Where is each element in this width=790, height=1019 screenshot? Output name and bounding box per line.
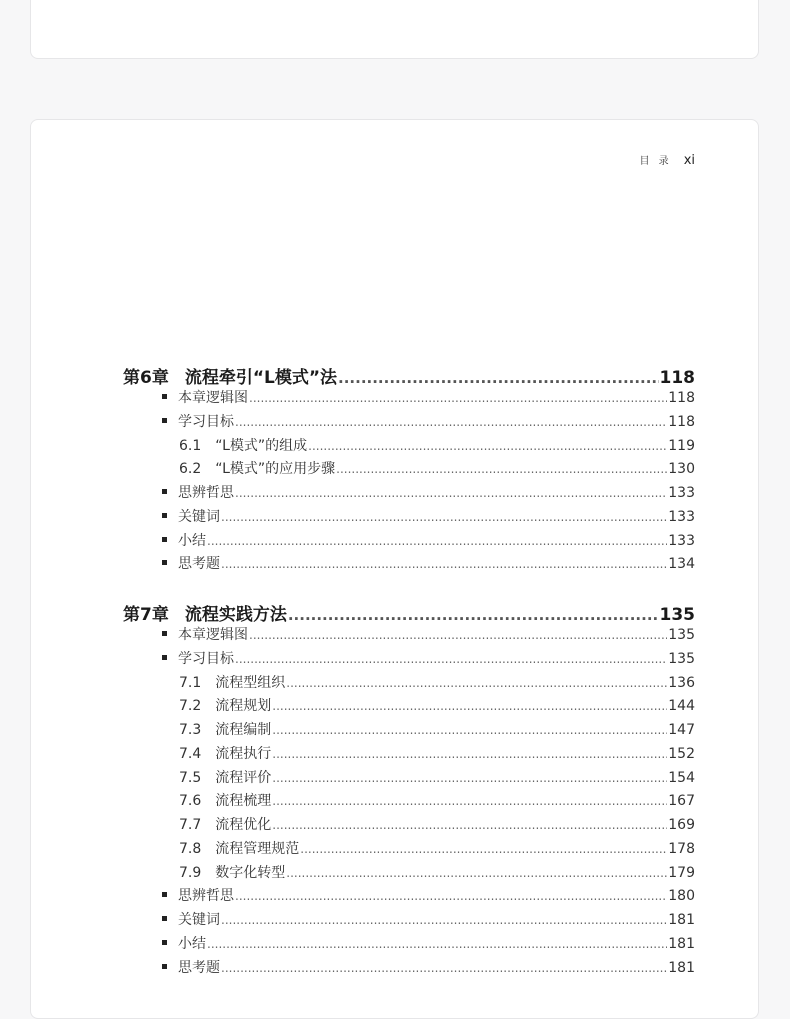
toc-bullet-entry[interactable] — [162, 530, 695, 550]
dot-leader — [286, 676, 667, 690]
toc-section-entry[interactable] — [179, 743, 695, 763]
entry-page-number: 181 — [668, 959, 695, 976]
dot-leader — [235, 415, 667, 429]
entry-page-number: 135 — [668, 650, 695, 667]
entry-title: 流程执行 — [215, 745, 272, 762]
entry-title: 流程梳理 — [215, 793, 272, 810]
entry-page-number: 147 — [668, 722, 695, 738]
entry-page-number: 154 — [668, 769, 695, 786]
dot-leader — [338, 369, 658, 387]
dot-leader — [235, 889, 667, 903]
entry-title: 学习目标 — [178, 413, 234, 430]
entry-title: 流程编制 — [215, 722, 272, 738]
entry-page-number: 179 — [668, 864, 695, 881]
dot-leader — [221, 510, 667, 524]
chapter-number: 第6章 — [123, 368, 169, 388]
square-bullet-icon — [162, 940, 167, 945]
entry-page-number: 118 — [668, 390, 695, 406]
dot-leader — [272, 771, 667, 785]
entry-page-number: 181 — [668, 935, 695, 952]
entry-title: “L模式”的组成 — [215, 437, 308, 454]
entry-page-number: 118 — [668, 413, 695, 430]
chapter-title: 流程实践方法 — [184, 605, 287, 625]
square-bullet-icon — [162, 560, 167, 565]
dot-leader — [221, 913, 667, 927]
entry-page-number: 133 — [668, 485, 695, 501]
toc-bullet-entry[interactable] — [162, 411, 695, 431]
entry-page-number: 135 — [668, 627, 695, 643]
section-number: 6.1 — [179, 437, 202, 454]
square-bullet-icon — [162, 655, 167, 660]
chapter-page-number: 135 — [659, 605, 695, 625]
entry-title: 流程规划 — [215, 698, 272, 715]
entry-title: 流程评价 — [215, 769, 272, 786]
dot-leader — [272, 723, 667, 737]
section-number: 6.2 — [179, 461, 202, 478]
entry-title: 本章逻辑图 — [178, 390, 248, 406]
running-header-title: 目 录 — [639, 156, 672, 167]
section-number: 7.9 — [179, 864, 202, 881]
dot-leader — [249, 391, 667, 405]
entry-title: 学习目标 — [178, 650, 234, 667]
toc-bullet-entry[interactable] — [162, 933, 695, 953]
toc-section-entry[interactable] — [179, 767, 695, 787]
dot-leader — [235, 486, 667, 500]
square-bullet-icon — [162, 513, 167, 518]
square-bullet-icon — [162, 916, 167, 921]
entry-page-number: 133 — [668, 508, 695, 525]
section-number: 7.5 — [179, 769, 202, 786]
dot-leader — [272, 818, 667, 832]
square-bullet-icon — [162, 892, 167, 897]
toc-section-entry[interactable] — [179, 695, 695, 715]
toc-section-entry[interactable] — [179, 672, 695, 692]
dot-leader — [288, 606, 659, 624]
section-number: 7.2 — [179, 698, 202, 715]
entry-page-number: 133 — [668, 532, 695, 549]
entry-title: 数字化转型 — [215, 864, 286, 881]
entry-title: 小结 — [178, 532, 206, 549]
dot-leader — [300, 842, 667, 856]
toc-bullet-entry[interactable] — [162, 506, 695, 526]
section-number: 7.3 — [179, 722, 202, 738]
toc-section-entry[interactable] — [179, 814, 695, 834]
toc-section-entry[interactable] — [179, 719, 695, 739]
entry-title: 流程管理规范 — [215, 840, 300, 857]
entry-page-number: 181 — [668, 912, 695, 928]
toc-section-entry[interactable] — [179, 435, 695, 455]
entry-page-number: 136 — [668, 674, 695, 691]
dot-leader — [272, 699, 667, 713]
toc-bullet-entry[interactable] — [162, 885, 695, 905]
entry-title: 关键词 — [178, 508, 220, 525]
page-number: xi — [683, 153, 695, 168]
toc-section-entry[interactable] — [179, 790, 695, 810]
dot-leader — [221, 557, 667, 571]
dot-leader — [221, 961, 667, 975]
running-header — [640, 152, 696, 168]
entry-page-number: 169 — [668, 817, 695, 833]
entry-title: 思考题 — [178, 556, 220, 573]
section-number: 7.4 — [179, 745, 202, 762]
previous-page-card — [30, 0, 759, 59]
entry-page-number: 134 — [668, 556, 695, 573]
dot-leader — [249, 628, 667, 642]
square-bullet-icon — [162, 631, 167, 636]
toc-bullet-entry[interactable] — [162, 387, 695, 407]
entry-page-number: 144 — [668, 698, 695, 715]
chapter-title: 流程牵引“L模式”法 — [184, 368, 338, 388]
toc-section-entry[interactable] — [179, 862, 695, 882]
entry-page-number: 130 — [668, 461, 695, 478]
toc-bullet-entry[interactable] — [162, 909, 695, 929]
toc-bullet-entry[interactable] — [162, 482, 695, 502]
chapter-number: 第7章 — [123, 605, 169, 625]
entry-title: 思辨哲思 — [178, 888, 234, 905]
entry-title: 流程优化 — [215, 817, 272, 833]
section-number: 7.1 — [179, 674, 202, 691]
section-number: 7.6 — [179, 793, 202, 810]
entry-title: 思辨哲思 — [178, 485, 234, 501]
section-number: 7.7 — [179, 817, 202, 833]
toc-bullet-entry[interactable] — [162, 553, 695, 573]
entry-title: 小结 — [178, 935, 206, 952]
dot-leader — [308, 439, 667, 453]
square-bullet-icon — [162, 394, 167, 399]
entry-page-number: 152 — [668, 745, 695, 762]
entry-page-number: 119 — [668, 437, 695, 454]
dot-leader — [207, 534, 667, 548]
square-bullet-icon — [162, 964, 167, 969]
toc-bullet-entry[interactable] — [162, 624, 695, 644]
square-bullet-icon — [162, 537, 167, 542]
square-bullet-icon — [162, 489, 167, 494]
toc-bullet-entry[interactable] — [162, 957, 695, 977]
dot-leader — [272, 747, 667, 761]
toc-chapter-row[interactable] — [123, 363, 695, 388]
square-bullet-icon — [162, 418, 167, 423]
entry-title: 关键词 — [178, 912, 220, 928]
dot-leader — [272, 794, 667, 808]
entry-title: 本章逻辑图 — [178, 627, 248, 643]
toc-section-entry[interactable] — [179, 458, 695, 478]
entry-page-number: 180 — [668, 888, 695, 905]
chapter-page-number: 118 — [659, 368, 695, 388]
dot-leader — [336, 462, 667, 476]
entry-page-number: 167 — [668, 793, 695, 810]
dot-leader — [207, 937, 667, 951]
entry-title: 流程型组织 — [215, 674, 286, 691]
toc-chapter-row[interactable] — [123, 600, 695, 625]
dot-leader — [286, 866, 667, 880]
entry-title: “L模式”的应用步骤 — [215, 461, 336, 478]
entry-title: 思考题 — [178, 959, 220, 976]
entry-page-number: 178 — [668, 840, 695, 857]
section-number: 7.8 — [179, 840, 202, 857]
toc-section-entry[interactable] — [179, 838, 695, 858]
toc-bullet-entry[interactable] — [162, 648, 695, 668]
dot-leader — [235, 652, 667, 666]
